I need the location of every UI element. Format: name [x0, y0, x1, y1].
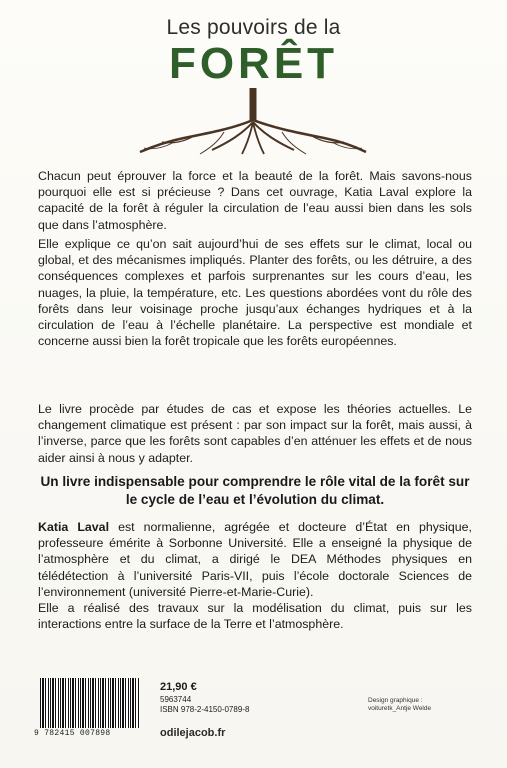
author-bio-text: est normalienne, agrégée et docteure d’État en physique, professeure émérite à Sorbonne Université. Elle a enseigné la physique de l’atmosphère et du climat, a dirigé le DEA Méthodes physiques en télédétection à l’université Paris-VII, puis l’école doctorale Sciences de l’environnement (université Pierre-et-Marie-Curie).: [38, 520, 472, 599]
author-name: Katia Laval: [38, 520, 110, 534]
isbn: ISBN 978-2-4150-0789-8: [160, 705, 250, 714]
barcode-digits: 9 782415 007898: [34, 729, 111, 738]
description-paragraph-2: Elle explique ce qu’on sait aujourd’hui de ses effets sur le climat, local ou global, et des mécanismes impliqués. Planter des forêts, ou les détruire, a des conséquences complexes et parfois surprenantes sur les cours d’eau, les nuages, la pluie, la température, etc. Les questions abordées vont du rôle des forêts dans leur voisinage proche jusqu’aux échanges hydriques et à la circulation de l’eau à l’échelle planétaire. La perspective est mondiale et concerne aussi bien la forêt tropicale que les forêts européennes.: [38, 237, 472, 349]
design-credit-line-2: voituretk_Antje Welde: [368, 705, 432, 712]
description-paragraph-3: Le livre procède par études de cas et expose les théories actuelles. Le changement climatique est présent : par son impact sur la forêt, mais aussi, à l’inverse, parce que les forêts sont capables d’en atténuer les effets et de nous aider ainsi à nous y adapter.: [38, 402, 472, 465]
publisher-url: odilejacob.fr: [160, 727, 226, 739]
design-credit: [368, 697, 431, 713]
barcode-icon: [40, 678, 140, 728]
highlight-statement: Un livre indispensable pour comprendre le rôle vital de la forêt sur le cycle de l’eau et l’évolution du climat.: [40, 474, 470, 507]
author-bio: [38, 519, 472, 632]
author-bio-text-2: Elle a réalisé des travaux sur la modélisation du climat, puis sur les interactions entre la surface de la Terre et l’atmosphère.: [38, 601, 472, 632]
tree-roots-icon: [134, 86, 372, 156]
product-code: 5963744: [160, 695, 192, 704]
description-paragraph-1: Chacun peut éprouver la force et la beauté de la forêt. Mais savons-nous pourquoi elle est si précieuse ? Dans cet ouvrage, Katia Laval explore la capacité de la forêt à réguler la circulation de l’eau aussi bien dans les sols que dans l’atmosphère.: [38, 169, 472, 232]
barcode: [34, 678, 144, 740]
price: 21,90 €: [160, 681, 197, 693]
design-credit-line-1: Design graphique :: [368, 697, 423, 704]
title-line-2: FORÊT: [168, 39, 339, 88]
title-line-1: Les pouvoirs de la: [166, 16, 341, 39]
